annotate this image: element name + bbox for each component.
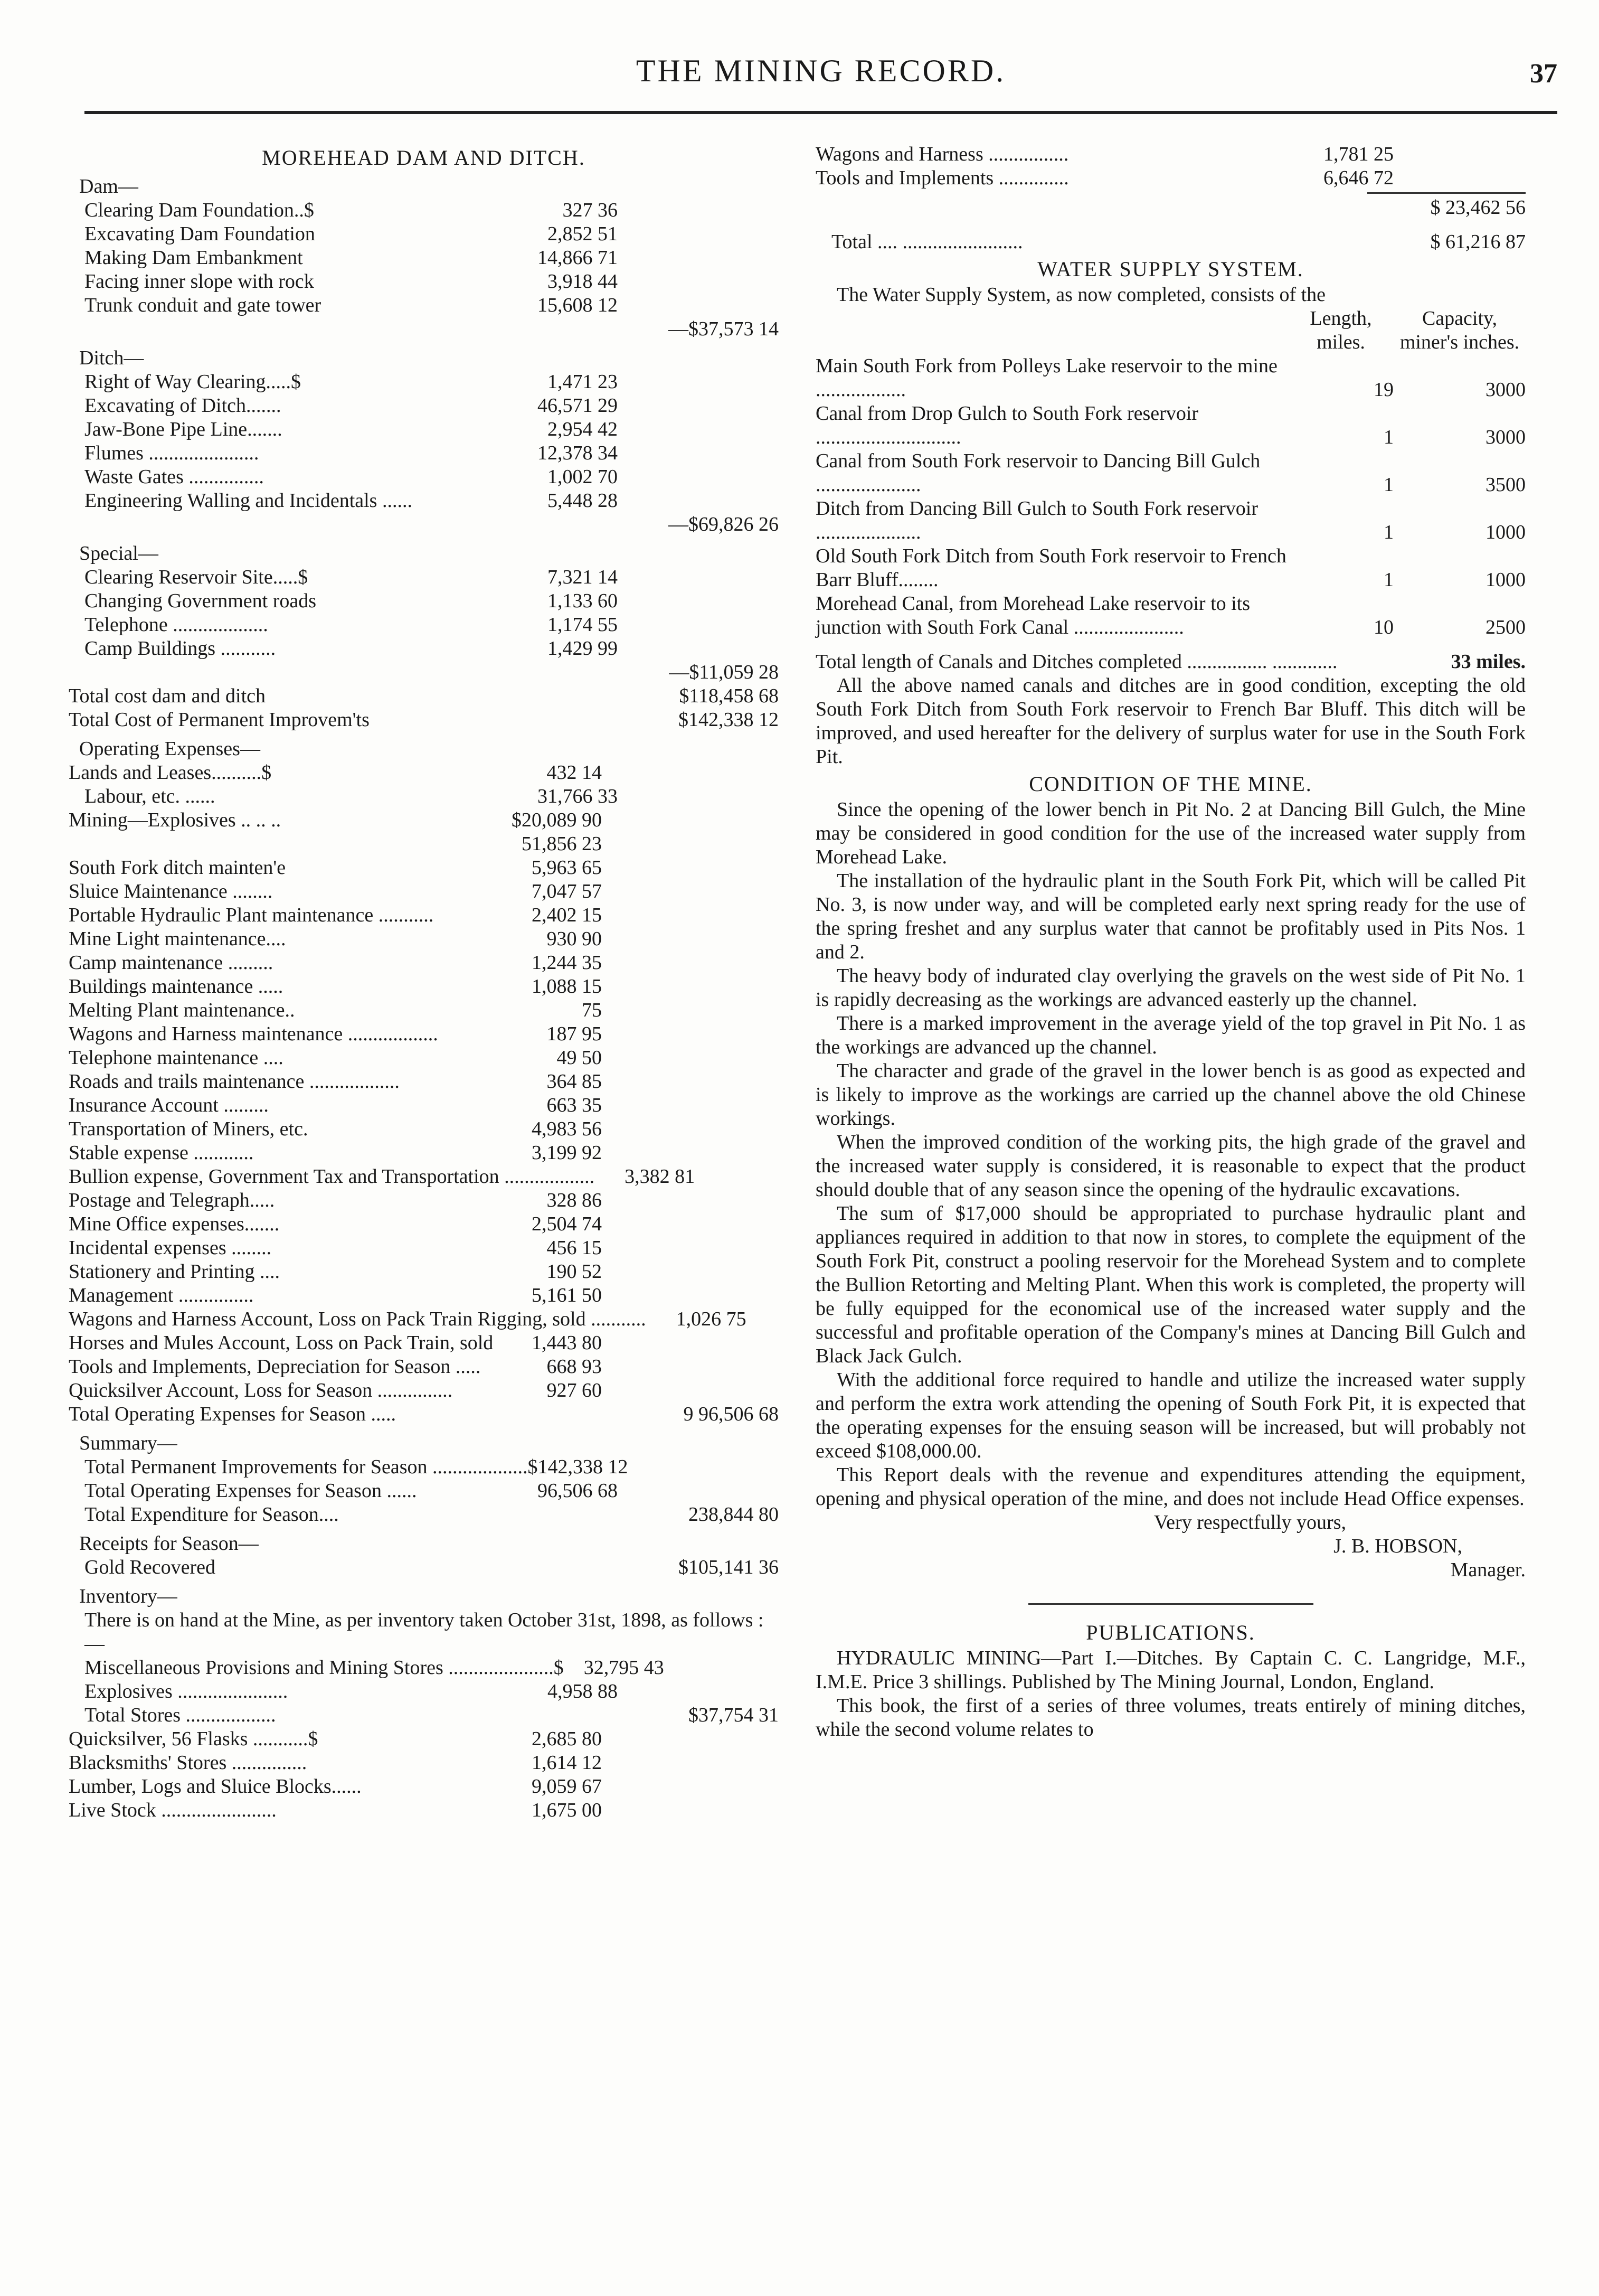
ledger-amount: 2,852 51	[547, 223, 618, 245]
total-dam-value: $118,458 68	[679, 685, 779, 707]
ledger-amount: 1,088 15	[532, 975, 602, 998]
ledger-amount: 1,781 25	[1323, 143, 1394, 165]
water-capacity: 1000	[1486, 521, 1526, 543]
col-length: Length, miles.	[1310, 307, 1372, 353]
publications-title: PUBLICATIONS.	[1086, 1621, 1255, 1644]
sum-op-label: Total Operating Expenses for Season ......	[84, 1480, 417, 1502]
ledger-row	[69, 1165, 779, 1189]
water-route: Old South Fork Ditch from South Fork reservoir to French Barr Bluff........	[816, 545, 1286, 591]
ledger-amount: 187 95	[546, 1023, 602, 1045]
ditch-total: —$69,826 26	[668, 513, 779, 535]
water-length: 10	[1374, 616, 1394, 638]
rule	[1367, 192, 1526, 194]
ledger-amount: 3,382 81	[625, 1165, 695, 1188]
water-length: 1	[1384, 474, 1394, 496]
ledger-amount: 75	[582, 999, 602, 1021]
ledger-amount: 364 85	[546, 1070, 602, 1093]
ledger-amount: 6,646 72	[1323, 167, 1394, 189]
ledger-row	[69, 1236, 779, 1260]
water-row	[816, 497, 1526, 544]
ledger-amount: 2,504 74	[532, 1213, 602, 1235]
ledger-row	[69, 1331, 779, 1355]
ledger-amount: 2,954 42	[547, 418, 618, 440]
ledger-row	[816, 166, 1526, 190]
labour-value: 31,766 33	[537, 785, 618, 807]
top-total: $ 23,462 56	[1430, 196, 1526, 219]
ledger-row	[69, 1117, 779, 1141]
ledger-label: Clearing Reservoir Site.....$	[84, 566, 308, 588]
ledger-row	[69, 418, 779, 441]
water-route: Morehead Canal, from Morehead Lake reservoir to its junction with South Fork Canal ......................	[816, 592, 1251, 638]
ledger-amount: 4,958 88	[547, 1680, 618, 1702]
ledger-label: Excavating Dam Foundation	[84, 223, 315, 245]
ledger-amount: 5,448 28	[547, 490, 618, 512]
group-heading: Inventory—	[79, 1585, 177, 1607]
water-intro: The Water Supply System, as now completed, consists of the	[837, 284, 1326, 306]
sum-perm-label: Total Permanent Improvements for Season ...................	[84, 1456, 528, 1478]
ledger-row	[69, 589, 779, 613]
group-heading: Operating Expenses—	[79, 738, 260, 760]
total-value: $ 61,216 87	[1430, 231, 1526, 253]
water-length: 1	[1384, 569, 1394, 591]
total-perm-label: Total Cost of Permanent Improvem'ts	[69, 709, 370, 731]
ledger-label: Wagons and Harness Account, Loss on Pack Train Rigging, sold ...........	[69, 1308, 646, 1330]
ledger-row	[69, 1284, 779, 1307]
ledger-amount: 3,199 92	[532, 1142, 602, 1164]
ledger-label: Excavating of Ditch.......	[84, 394, 281, 417]
ledger-row	[69, 1307, 779, 1331]
total-op-value: 9 96,506 68	[683, 1403, 779, 1425]
ledger-row	[69, 1775, 779, 1799]
ledger-row	[69, 637, 779, 661]
ledger-amount: 7,321 14	[547, 566, 618, 588]
ledger-label: Miscellaneous Provisions and Mining Stores .....................$	[84, 1657, 564, 1679]
ledger-amount: 4,983 56	[532, 1118, 602, 1140]
ledger-label: Quicksilver Account, Loss for Season ...............	[69, 1379, 453, 1401]
condition-paragraph: This Report deals with the revenue and expenditures attending the equipment, opening and physical operation of the mine, and does not include Head Office expenses.	[816, 1464, 1526, 1510]
ledger-label: Live Stock .......................	[69, 1799, 277, 1821]
ledger-label: Camp maintenance .........	[69, 952, 273, 974]
inventory-text: There is on hand at the Mine, as per inventory taken October 31st, 1898, as follows :—	[84, 1609, 764, 1655]
ledger-row	[69, 1355, 779, 1379]
water-length: 1	[1384, 426, 1394, 448]
ledger-label: Roads and trails maintenance ..................	[69, 1070, 400, 1093]
ledger-row	[69, 294, 779, 317]
water-capacity: 3000	[1486, 426, 1526, 448]
ledger-row	[69, 246, 779, 270]
ledger-label: Insurance Account .........	[69, 1094, 269, 1116]
ledger-label: Telephone maintenance ....	[69, 1047, 283, 1069]
water-capacity: 3500	[1486, 474, 1526, 496]
divider	[1028, 1603, 1313, 1605]
condition-paragraph: The character and grade of the gravel in the lower bench is as good as expected and is likely to improve as the workings are carried up the channel above the old Chinese workings.	[816, 1060, 1526, 1130]
ledger-row	[69, 1799, 779, 1822]
special-total: —$11,059 28	[669, 661, 779, 683]
page-header	[84, 48, 1557, 114]
ledger-amount: 328 86	[546, 1189, 602, 1211]
total-stores-label: Total Stores ..................	[84, 1704, 276, 1726]
ledger-label: Incidental expenses ........	[69, 1237, 272, 1259]
ledger-row	[69, 927, 779, 951]
mining-total: 51,856 23	[522, 833, 602, 855]
ledger-label: Postage and Telegraph.....	[69, 1189, 275, 1211]
labour-label: Labour, etc. ......	[84, 785, 215, 807]
ledger-row	[816, 143, 1526, 166]
total-perm-value: $142,338 12	[678, 709, 779, 731]
ledger-row	[69, 999, 779, 1022]
ledger-label: Right of Way Clearing.....$	[84, 371, 301, 393]
total-exp-value: 238,844 80	[688, 1503, 779, 1526]
total-label: Total .... ........................	[831, 231, 1023, 253]
right-column	[816, 143, 1526, 1742]
condition-paragraph: The heavy body of indurated clay overlying the gravels on the west side of Pit No. 1 is rapidly decreasing as the workings are advanced easterly up the channel.	[816, 965, 1526, 1011]
water-route: Main South Fork from Polleys Lake reservoir to the mine ..................	[816, 355, 1278, 401]
ledger-row	[69, 951, 779, 975]
ledger-label: Flumes ......................	[84, 442, 259, 464]
ledger-label: Lumber, Logs and Sluice Blocks......	[69, 1775, 362, 1798]
water-route: Canal from Drop Gulch to South Fork reservoir .............................	[816, 402, 1199, 448]
ledger-label: Melting Plant maintenance..	[69, 999, 295, 1021]
ledger-label: Wagons and Harness maintenance ..................	[69, 1023, 438, 1045]
ledger-label: Camp Buildings ...........	[84, 637, 276, 660]
ledger-label: Tools and Implements, Depreciation for Season .....	[69, 1356, 481, 1378]
ledger-amount: 327 36	[562, 199, 618, 221]
ledger-amount: 1,002 70	[547, 466, 618, 488]
ledger-row	[69, 856, 779, 880]
ledger-amount: 49 50	[556, 1047, 602, 1069]
ledger-amount: 1,429 99	[547, 637, 618, 660]
ledger-label: Trunk conduit and gate tower	[84, 294, 321, 316]
ledger-label: Clearing Dam Foundation..$	[84, 199, 314, 221]
sum-op-value: 96,506 68	[537, 1480, 618, 1502]
ledger-amount: 663 35	[546, 1094, 602, 1116]
ledger-amount: 2,402 15	[532, 904, 602, 926]
ledger-amount: 1,026 75	[676, 1308, 746, 1330]
ledger-amount: 927 60	[546, 1379, 602, 1401]
ledger-row	[69, 1094, 779, 1117]
ledger-row	[69, 613, 779, 637]
ledger-row	[69, 1141, 779, 1165]
ledger-label: Changing Government roads	[84, 590, 317, 612]
ledger-label: Waste Gates ...............	[84, 466, 264, 488]
ledger-amount: 1,174 55	[547, 614, 618, 636]
condition-paragraph: There is a marked improvement in the average yield of the top gravel in Pit No. 1 as the workings are advanced up the channel.	[816, 1012, 1526, 1058]
publication-description: This book, the first of a series of three volumes, treats entirely of mining ditches, while the second volume relates to	[816, 1695, 1526, 1740]
ledger-label: Stable expense ............	[69, 1142, 254, 1164]
ledger-row	[69, 1751, 779, 1775]
ledger-label: Buildings maintenance .....	[69, 975, 283, 998]
condition-title: CONDITION OF THE MINE.	[1029, 772, 1312, 796]
group-heading: Special—	[79, 542, 158, 564]
water-row	[816, 354, 1526, 402]
water-paragraph: All the above named canals and ditches are in good condition, excepting the old South Fork Ditch from South Fork reservoir to French Bar Bluff. This ditch will be improved, and used hereafter for the delivery of surplus water for use in the South Fork Pit.	[816, 674, 1526, 768]
dam-section-title: MOREHEAD DAM AND DITCH.	[262, 146, 585, 170]
ledger-row	[69, 370, 779, 394]
water-row	[816, 544, 1526, 592]
ledger-label: Sluice Maintenance ........	[69, 880, 273, 902]
ledger-row	[69, 270, 779, 294]
ledger-label: Jaw-Bone Pipe Line.......	[84, 418, 282, 440]
condition-paragraph: With the additional force required to handle and utilize the increased water supply and perform the extra work attending the opening of South Fork Pit, it is expected that the operating expenses for the ensuing season will be increased, but will probably not exceed $108,000.00.	[816, 1369, 1526, 1462]
signer-title: Manager.	[1450, 1559, 1526, 1581]
ledger-amount: 1,443 80	[532, 1332, 602, 1354]
ledger-row	[69, 566, 779, 589]
ledger-row	[69, 1212, 779, 1236]
ledger-amount: 15,608 12	[537, 294, 618, 316]
gold-label: Gold Recovered	[84, 1556, 215, 1578]
ledger-label: Engineering Walling and Incidentals ......	[84, 490, 412, 512]
ledger-amount: 46,571 29	[537, 394, 618, 417]
water-title: WATER SUPPLY SYSTEM.	[1037, 257, 1304, 281]
ledger-label: Management ...............	[69, 1284, 254, 1306]
ledger-label: Making Dam Embankment	[84, 247, 303, 269]
water-row	[816, 402, 1526, 449]
water-capacity: 2500	[1486, 616, 1526, 638]
group-heading: Ditch—	[79, 347, 144, 369]
left-column	[69, 143, 779, 1822]
ledger-label: Facing inner slope with rock	[84, 270, 314, 293]
ledger-label: Quicksilver, 56 Flasks ...........$	[69, 1728, 318, 1750]
ledger-amount: 930 90	[546, 928, 602, 950]
ledger-label: Tools and Implements ..............	[816, 167, 1069, 189]
ledger-amount: 9,059 67	[532, 1775, 602, 1798]
ledger-amount: 1,471 23	[547, 371, 618, 393]
ledger-amount: 32,795 43	[583, 1657, 664, 1679]
water-length: 1	[1384, 521, 1394, 543]
ledger-label: Mine Light maintenance....	[69, 928, 286, 950]
ledger-row	[69, 1022, 779, 1046]
sum-perm-value: $142,338 12	[527, 1456, 628, 1478]
ledger-row	[69, 489, 779, 513]
signer: J. B. HOBSON,	[1333, 1535, 1462, 1557]
ledger-amount: 12,378 34	[537, 442, 618, 464]
water-row	[816, 449, 1526, 497]
ledger-amount: 5,161 50	[532, 1284, 602, 1306]
ledger-row	[69, 1070, 779, 1094]
total-length-value: 33 miles.	[1451, 651, 1526, 673]
col-capacity: Capacity, miner's inches.	[1399, 307, 1520, 353]
ledger-row	[69, 199, 779, 222]
condition-paragraph: When the improved condition of the working pits, the high grade of the gravel and the increased water supply is considered, it is reasonable to expect that the product should double that of any season since the opening of the hydraulic excavations.	[816, 1131, 1526, 1201]
ledger-label: Telephone ...................	[84, 614, 268, 636]
ledger-amount: 2,685 80	[532, 1728, 602, 1750]
water-route: Ditch from Dancing Bill Gulch to South Fork reservoir .....................	[816, 497, 1258, 543]
condition-paragraph: The sum of $17,000 should be appropriated to purchase hydraulic plant and appliances required in addition to that now in stores, to complete the equipment of the South Fork Pit, construct a pooling reservoir for the Morehead System and to complete the Bullion Retorting and Melting Plant. When this work is completed, the property will be fully equipped for the economical use of the increased water supply and the successful and profitable operation of the Company's mines at Dancing Bill Gulch and Black Jack Gulch.	[816, 1202, 1526, 1367]
condition-paragraph: Since the opening of the lower bench in Pit No. 2 at Dancing Bill Gulch, the Mine may be considered in good condition for the use of the increased water supply from Morehead Lake.	[816, 798, 1526, 868]
ledger-label: Transportation of Miners, etc.	[69, 1118, 308, 1140]
ledger-amount: 668 93	[546, 1356, 602, 1378]
publication-entry: HYDRAULIC MINING—Part I.—Ditches. By Captain C. C. Langridge, M.F., I.M.E. Price 3 shillings. Published by The Mining Journal, London, England.	[816, 1647, 1526, 1693]
ledger-label: Portable Hydraulic Plant maintenance ...........	[69, 904, 434, 926]
ledger-amount: 1,244 35	[532, 952, 602, 974]
journal-title: THE MINING RECORD.	[636, 53, 1006, 88]
ledger-label: Explosives ......................	[84, 1680, 288, 1702]
ledger-row	[69, 441, 779, 465]
ledger-row	[69, 222, 779, 246]
ledger-label: Bullion expense, Government Tax and Transportation ..................	[69, 1165, 595, 1188]
ledger-amount: 14,866 71	[537, 247, 618, 269]
group-heading: Dam—	[79, 175, 138, 197]
group-heading: Summary—	[79, 1432, 177, 1454]
water-capacity: 3000	[1486, 379, 1526, 401]
lands-label: Lands and Leases..........$	[69, 761, 272, 784]
ledger-label: Wagons and Harness ................	[816, 143, 1069, 165]
ledger-label: Stationery and Printing ....	[69, 1260, 280, 1283]
ledger-row	[69, 394, 779, 418]
ledger-row	[69, 1680, 779, 1704]
group-heading: Receipts for Season—	[79, 1532, 259, 1555]
total-exp-label: Total Expenditure for Season....	[84, 1503, 339, 1526]
ledger-amount: 1,133 60	[547, 590, 618, 612]
ledger-row	[69, 1189, 779, 1212]
ledger-row	[69, 975, 779, 999]
ledger-amount: 3,918 44	[547, 270, 618, 293]
ledger-amount: 7,047 57	[532, 880, 602, 902]
ledger-amount: 190 52	[546, 1260, 602, 1283]
ledger-label: Horses and Mules Account, Loss on Pack Train, sold	[69, 1332, 494, 1354]
ledger-row	[69, 880, 779, 904]
water-route: Canal from South Fork reservoir to Dancing Bill Gulch .....................	[816, 450, 1261, 496]
ledger-row	[69, 1046, 779, 1070]
ledger-row	[69, 465, 779, 489]
ledger-row	[69, 1727, 779, 1751]
ledger-label: Mine Office expenses.......	[69, 1213, 280, 1235]
water-capacity: 1000	[1486, 569, 1526, 591]
total-length-label: Total length of Canals and Ditches completed ................ .............	[816, 651, 1338, 673]
ledger-amount: 456 15	[546, 1237, 602, 1259]
closing: Very respectfully yours,	[1153, 1511, 1346, 1533]
ledger-row	[69, 904, 779, 927]
total-dam-label: Total cost dam and ditch	[69, 685, 266, 707]
ledger-row	[69, 1260, 779, 1284]
dam-total: —$37,573 14	[668, 318, 779, 340]
condition-paragraph: The installation of the hydraulic plant in the South Fork Pit, which will be called Pit No. 3, is now under way, and will be completed early next spring ready for the use of the spring freshet and any surplus water that cannot be profitably used in Pits Nos. 1 and 2.	[816, 870, 1526, 963]
explosives-value: $20,089 90	[512, 809, 602, 831]
ledger-amount: 1,675 00	[532, 1799, 602, 1821]
ledger-row	[69, 1379, 779, 1403]
water-row	[816, 592, 1526, 639]
total-stores-value: $37,754 31	[688, 1704, 779, 1726]
ledger-row	[69, 1656, 779, 1680]
ledger-amount: 1,614 12	[532, 1752, 602, 1774]
lands-value: 432 14	[546, 761, 602, 784]
explosives-label: Mining—Explosives .. .. ..	[69, 809, 281, 831]
page-number: 37	[1530, 59, 1557, 89]
gold-value: $105,141 36	[678, 1556, 779, 1578]
water-length: 19	[1374, 379, 1394, 401]
ledger-label: Blacksmiths' Stores ...............	[69, 1752, 307, 1774]
ledger-label: South Fork ditch mainten'e	[69, 857, 286, 879]
total-op-label: Total Operating Expenses for Season .....	[69, 1403, 396, 1425]
ledger-amount: 5,963 65	[532, 857, 602, 879]
